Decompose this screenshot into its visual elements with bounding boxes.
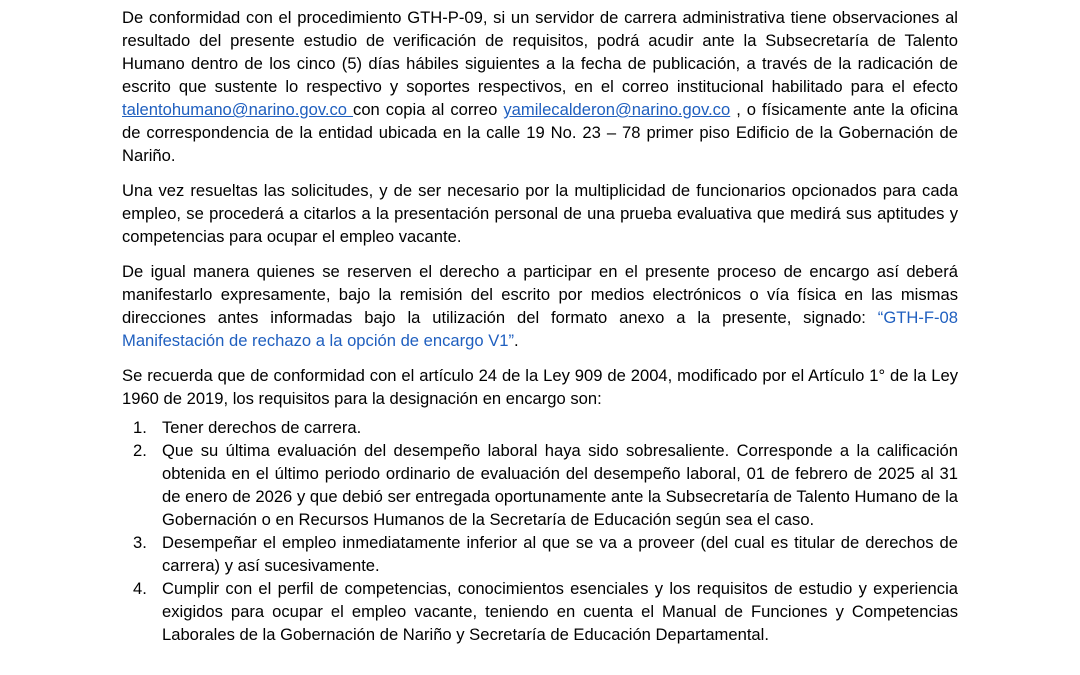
list-item bbox=[122, 439, 958, 531]
paragraph-requisitos-intro: Se recuerda que de conformidad con el artículo 24 de la Ley 909 de 2004, modificado por el Artículo 1° de la Ley 1960 de 2019, los requisitos para la designación en encargo son: bbox=[122, 366, 958, 408]
list-item-number: 4. bbox=[133, 579, 147, 598]
list-item bbox=[122, 416, 958, 439]
paragraph-rechazo-encargo bbox=[122, 260, 958, 352]
list-item-number: 1. bbox=[133, 418, 147, 437]
list-item bbox=[122, 577, 958, 646]
paragraph-text: , o físicamente ante la oficina de correspondencia de la entidad ubicada en la calle 19 No. 23 – 78 primer piso Edificio de la Gobernación de Nariño. bbox=[122, 100, 958, 165]
list-item bbox=[122, 531, 958, 577]
paragraph-observaciones bbox=[122, 6, 958, 167]
paragraph-text: con copia al correo bbox=[353, 100, 504, 119]
document-page bbox=[122, 6, 958, 646]
paragraph-text: De igual manera quienes se reserven el derecho a participar en el presente proceso de encargo así deberá manifestarlo expresamente, bajo la remisión del escrito por medios electrónicos o vía física en las mismas direcciones antes informadas bajo la utilización del formato anexo a la presente, signado: bbox=[122, 262, 958, 327]
format-name: “GTH-F-08 Manifestación de rechazo a la opción de encargo V1” bbox=[122, 308, 958, 350]
list-item-number: 2. bbox=[133, 441, 147, 460]
list-item-text: Desempeñar el empleo inmediatamente inferior al que se va a proveer (del cual es titular de derechos de carrera) y así sucesivamente. bbox=[162, 533, 958, 575]
email-link-talentohumano[interactable]: talentohumano@narino.gov.co bbox=[122, 100, 354, 119]
paragraph-text: . bbox=[514, 331, 519, 350]
paragraph-prueba-evaluativa: Una vez resueltas las solicitudes, y de ser necesario por la multiplicidad de funcionarios opcionados para cada empleo, se procederá a citarlos a la presentación personal de una prueba evaluativa que medirá sus aptitudes y competencias para ocupar el empleo vacante. bbox=[122, 181, 958, 246]
list-item-text: Tener derechos de carrera. bbox=[162, 418, 362, 437]
paragraph-text: De conformidad con el procedimiento GTH-P-09, si un servidor de carrera administrativa tiene observaciones al resultado del presente estudio de verificación de requisitos, podrá acudir ante la Subsecretaría de Talento Humano dentro de los cinco (5) días hábiles siguientes a la fecha de publicación, a través de la radicación de escrito que sustente lo respectivo y soportes respectivos, en el correo institucional habilitado para el efecto bbox=[122, 8, 958, 96]
list-item-text: Cumplir con el perfil de competencias, conocimientos esenciales y los requisitos de estudio y experiencia exigidos para ocupar el empleo vacante, teniendo en cuenta el Manual de Funciones y Competencias Laborales de la Gobernación de Nariño y Secretaría de Educación Departamental. bbox=[162, 579, 958, 644]
requirements-list bbox=[122, 416, 958, 646]
email-link-yamilecalderon[interactable]: yamilecalderon@narino.gov.co bbox=[503, 100, 731, 119]
list-item-number: 3. bbox=[133, 533, 147, 552]
list-item-text: Que su última evaluación del desempeño laboral haya sido sobresaliente. Corresponde a la calificación obtenida en el último periodo ordinario de evaluación del desempeño laboral, 01 de febrero de 2025 al 31 de enero de 2026 y que debió ser entregada oportunamente ante la Subsecretaría de Talento Humano de la Gobernación o en Recursos Humanos de la Secretaría de Educación según sea el caso. bbox=[162, 441, 958, 529]
